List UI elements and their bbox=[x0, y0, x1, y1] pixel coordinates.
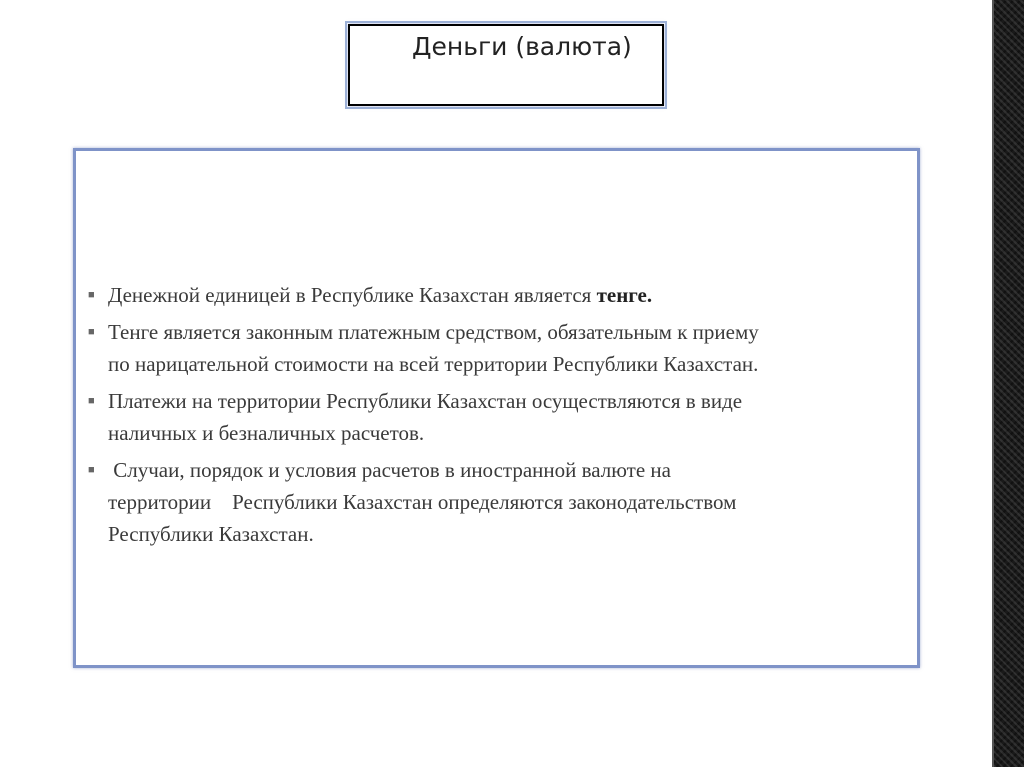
list-item bbox=[86, 385, 906, 449]
content-box bbox=[73, 148, 920, 668]
list-item bbox=[86, 454, 906, 550]
bullet-list bbox=[86, 279, 906, 555]
bullet-text: Платежи на территории Республики Казахстан осуществляются в виде bbox=[108, 389, 743, 413]
bullet-text: Республики Казахстан. bbox=[108, 522, 314, 546]
list-item bbox=[86, 316, 906, 380]
bullet-text: Денежной единицей в Республике Казахстан является bbox=[108, 283, 597, 307]
bullet-icon: ■ bbox=[88, 395, 95, 407]
decorative-side-bar bbox=[992, 0, 1024, 767]
bullet-text: по нарицательной стоимости на всей территории Республики Казахстан. bbox=[108, 352, 759, 376]
bullet-icon: ■ bbox=[88, 464, 95, 476]
bullet-icon: ■ bbox=[88, 289, 95, 301]
bullet-icon: ■ bbox=[88, 326, 95, 338]
list-item bbox=[86, 279, 906, 311]
bullet-text: Случаи, порядок и условия расчетов в иностранной валюте на bbox=[108, 458, 671, 482]
slide-title: Деньги (валюта) bbox=[412, 32, 632, 61]
bullet-bold-text: тенге. bbox=[596, 283, 653, 307]
bullet-text: территории Республики Казахстан определяются законодательством bbox=[108, 490, 737, 514]
bullet-text: наличных и безналичных расчетов. bbox=[108, 421, 425, 445]
bullet-text: Тенге является законным платежным средством, обязательным к приему bbox=[108, 320, 759, 344]
title-box bbox=[348, 24, 664, 106]
